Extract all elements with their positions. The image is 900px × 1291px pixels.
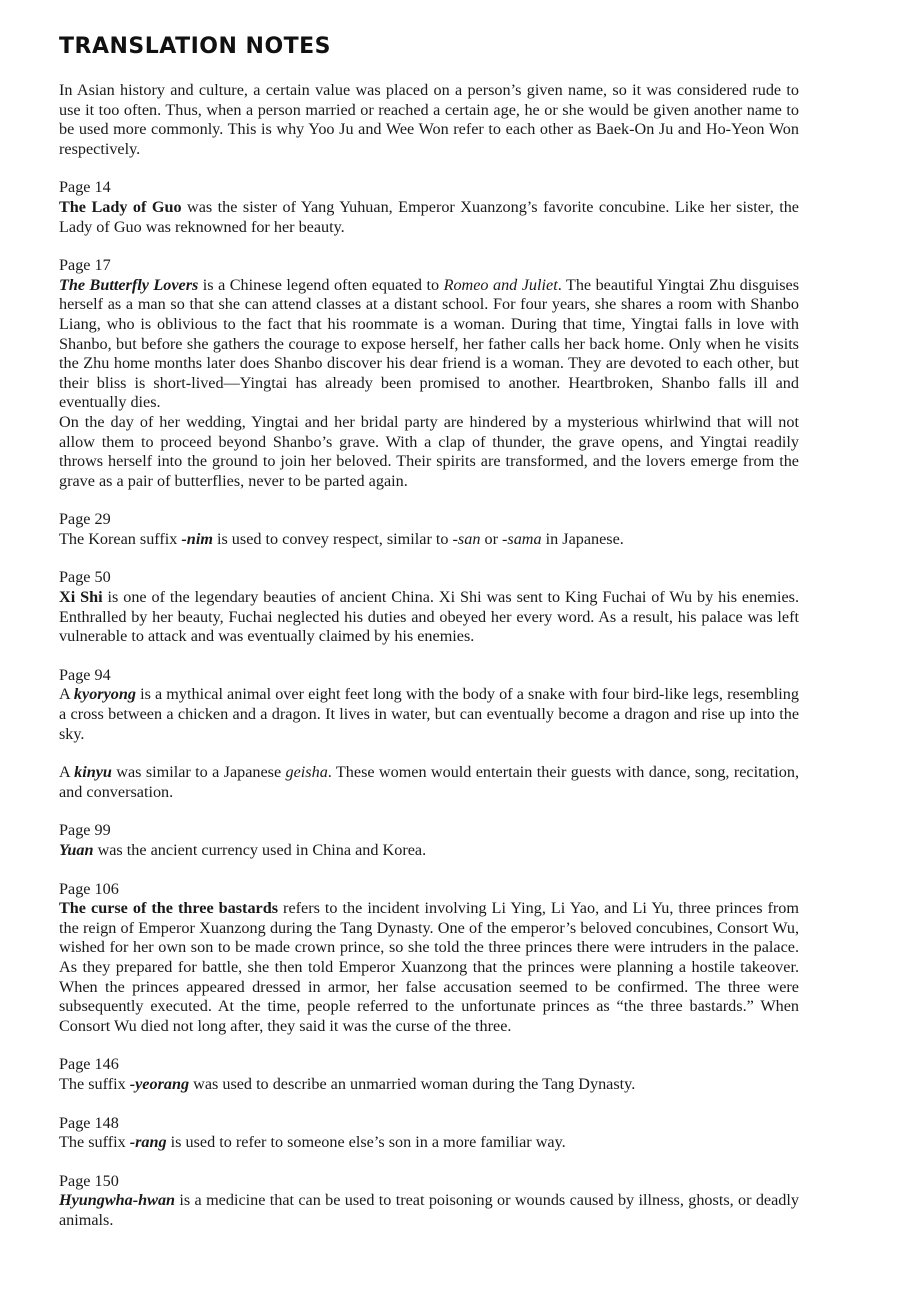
note-paragraph (59, 685, 799, 744)
note-entry (59, 666, 799, 744)
emphasis-segment: Romeo and Juliet (443, 275, 558, 294)
note-paragraph (59, 841, 799, 861)
document-page (59, 34, 799, 1250)
note-entry (59, 256, 799, 491)
text-segment: was similar to a Japanese (111, 763, 286, 782)
text-segment: was the ancient currency used in China and Korea. (93, 841, 427, 859)
note-entry (59, 178, 799, 237)
note-paragraph (59, 276, 799, 413)
note-paragraph (59, 413, 799, 491)
text-segment: The suffix (59, 1133, 130, 1152)
note-page-label: Page 99 (59, 821, 111, 840)
term-segment: Yuan (59, 841, 94, 859)
note-paragraph (59, 198, 799, 237)
text-segment: was used to describe an unmarried woman during the Tang Dynasty. (189, 1074, 636, 1093)
text-segment: is one of the legendary beauties of ancient China. Xi Shi was sent to King Fuchai of Wu by his enemies. Enthralled by her beauty, Fuchai neglected his duties and obeyed her every word. As a result, his palace was left vulnerable to attack and was eventually claimed by his enemies. (59, 588, 799, 646)
text-segment: The Korean suffix (59, 529, 182, 548)
notes-list (59, 178, 799, 1230)
note-page-label: Page 14 (59, 178, 111, 197)
term-segment: Hyungwha-hwan (59, 1191, 176, 1210)
note-entry (59, 1172, 799, 1231)
text-segment: A (59, 763, 75, 782)
note-paragraph (59, 763, 799, 802)
note-paragraph (59, 588, 799, 647)
text-segment: On the day of her wedding, Yingtai and her bridal party are hindered by a mysterious whirlwind that will not allow them to proceed beyond Shanbo’s grave. With a clap of thunder, the grave opens, and Yingtai readily throws herself into the ground to join her beloved. Their spirits are transformed, and the lovers emerge from the grave as a pair of butterflies, never to be parted again. (59, 412, 799, 490)
text-segment: The suffix (59, 1074, 130, 1093)
note-page-label: Page 50 (59, 568, 111, 587)
note-entry (59, 880, 799, 1037)
text-segment: was the sister of Yang Yuhuan, Emperor Xuanzong’s favorite concubine. Like her sister, the Lady of Guo was reknowned for her beauty. (59, 197, 799, 236)
page-title: TRANSLATION NOTES (59, 34, 332, 59)
note-entry (59, 763, 799, 802)
text-segment: is a Chinese legend often equated to (198, 275, 444, 294)
text-segment: refers to the incident involving Li Ying, Li Yao, and Li Yu, three princes from the reign of Emperor Xuanzong during the Tang Dynasty. One of the emperor’s beloved concubines, Consort Wu, wished for her own son to be made crown prince, so she told the three princes there were intruders in the palace. As they prepared for battle, she then told Emperor Xuanzong that the princes were planning a hostile takeover. When the princes appeared dressed in armor, her false accusation seemed to be confirmed. The three were subsequently executed. At the time, people referred to the unfortunate princes as “the three bastards.” When Consort Wu died not long after, they said it was the curse of the three. (59, 899, 799, 1035)
note-page-label: Page 94 (59, 665, 111, 684)
note-entry (59, 510, 799, 549)
term-segment: Xi Shi (59, 588, 103, 607)
emphasis-segment: -san (452, 529, 481, 548)
term-segment: kyoryong (73, 685, 136, 704)
note-page-label: Page 17 (59, 256, 111, 275)
term-segment: The Lady of Guo (59, 197, 182, 216)
note-entry (59, 568, 799, 646)
text-segment: . These women would entertain their guests with dance, song, recitation, and conversation. (59, 763, 800, 801)
text-segment: or (480, 529, 502, 548)
note-entry (59, 1114, 799, 1153)
text-segment: is used to convey respect, similar to (212, 529, 453, 548)
emphasis-segment: geisha (285, 763, 328, 782)
term-segment: kinyu (74, 763, 112, 782)
term-segment: -yeorang (129, 1074, 190, 1093)
text-segment: A (59, 685, 74, 704)
note-page-label: Page 106 (59, 879, 119, 898)
note-paragraph (59, 530, 799, 550)
text-segment: is a mythical animal over eight feet long with the body of a snake with four bird-like legs, resembling a cross between a chicken and a dragon. It lives in water, but can eventually become a dragon and rise up into the sky. (59, 685, 799, 743)
term-segment: The curse of the three bastards (59, 899, 279, 918)
text-segment: is used to refer to someone else’s son in a more familiar way. (166, 1133, 566, 1152)
text-segment: is a medicine that can be used to treat poisoning or wounds caused by illness, ghosts, or deadly animals. (59, 1191, 799, 1229)
text-segment: in Japanese. (541, 529, 624, 548)
emphasis-segment: -sama (502, 529, 542, 548)
note-paragraph (59, 899, 799, 1036)
term-segment: The Butterfly Lovers (59, 275, 199, 294)
intro-paragraph: In Asian history and culture, a certain value was placed on a person’s given name, so it was considered rude to use it too often. Thus, when a person married or reached a certain age, he or she would be given another name to be used more commonly. This is why Yoo Ju and Wee Won refer to each other as Baek-On Ju and Ho-Yeon Won respectively. (59, 81, 799, 158)
text-segment: . The beautiful Yingtai Zhu disguises herself as a man so that she can attend classes at a distant school. For four years, she shares a room with Shanbo Liang, who is oblivious to the fact that his roommate is a woman. During that time, Yingtai falls in love with Shanbo, but before she gathers the courage to expose herself, her father calls her back home. Only when he visits the Zhu home months later does Shanbo discover his dear friend is a woman. They are devoted to each other, but their bliss is short-lived—Yingtai has already been promised to another. Heartbroken, Shanbo falls ill and eventually dies. (59, 275, 800, 412)
note-page-label: Page 150 (59, 1171, 119, 1190)
term-segment: -nim (181, 529, 213, 548)
note-entry (59, 821, 799, 860)
note-page-label: Page 29 (59, 510, 111, 529)
note-page-label: Page 146 (59, 1055, 119, 1074)
note-paragraph (59, 1133, 799, 1153)
note-page-label: Page 148 (59, 1113, 119, 1132)
note-paragraph (59, 1075, 799, 1095)
note-entry (59, 1055, 799, 1094)
term-segment: -rang (129, 1133, 167, 1152)
note-paragraph (59, 1191, 799, 1230)
